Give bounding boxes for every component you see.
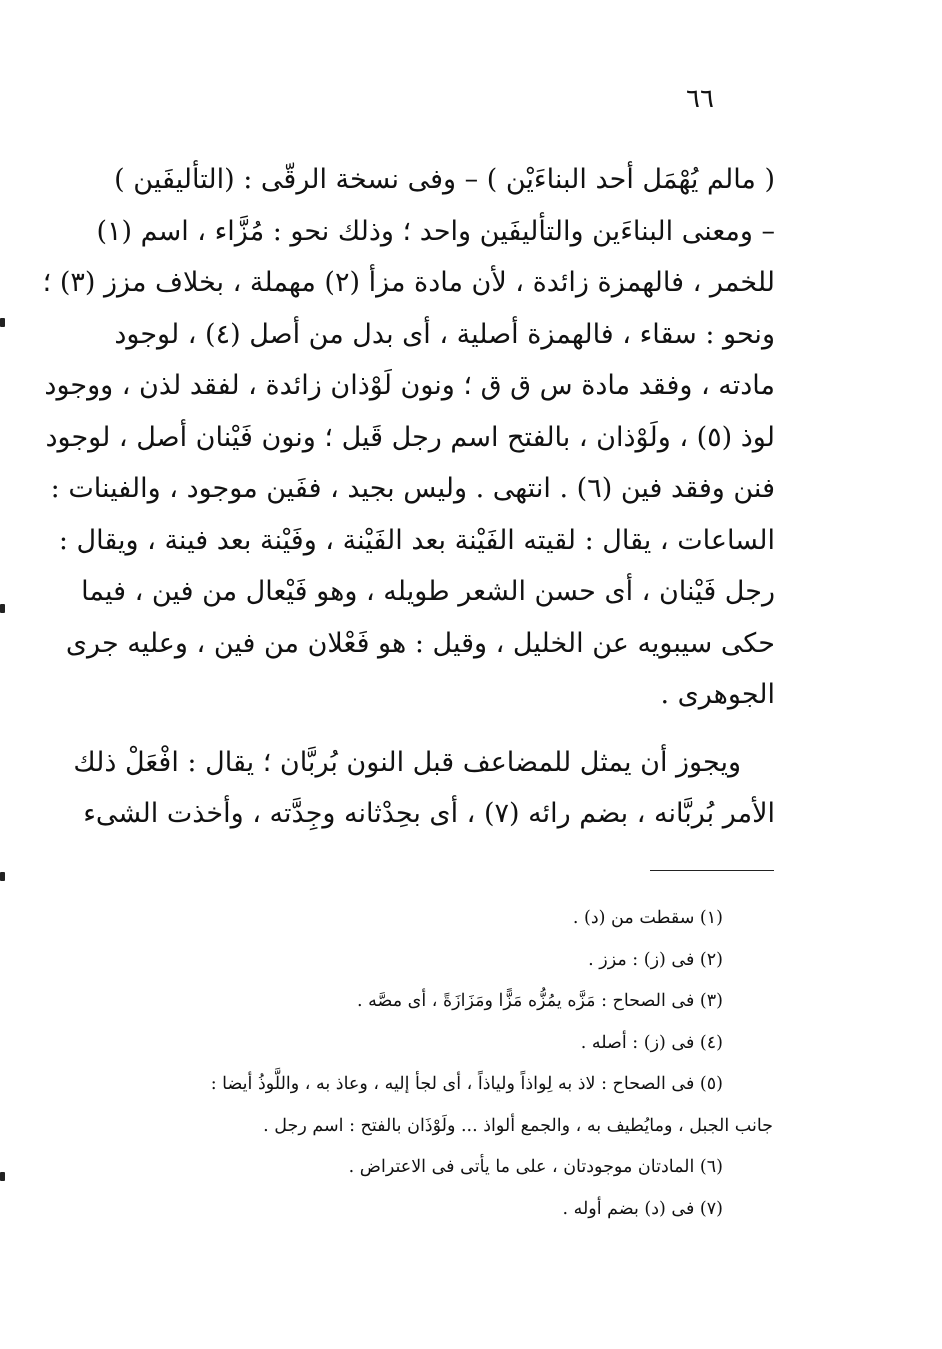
text-line: الجوهرى . [660, 679, 775, 710]
footnotes [128, 898, 773, 1230]
text-line: لوذ (٥) ، ولَوْذان ، بالفتح اسم رجل قَيل ؛ ونون فَيْنان أصل ، لوجود [45, 421, 775, 453]
text-line: الأمر بُربَّانه ، بضم رائه (٧) ، أى بحِدْثانه وجِدَّته ، وأخذت الشىء [83, 798, 775, 829]
main-text [42, 154, 775, 840]
text-line: – ومعنى البناءَين والتأليفَين واحد ؛ وذلك نحو : مُزَّاء ، اسم (١) [96, 215, 775, 247]
footnote: (٢) فى (ز) : مزز . [588, 949, 723, 970]
scan-edge-mark [0, 1172, 5, 1181]
text-line: الساعات ، يقال : لقيته الفَيْنة بعد الفَيْنة ، وفَيْنة بعد فينة ، ويقال : [58, 524, 775, 556]
text-line: حكى سيبويه عن الخليل ، وقيل : هو فَعْلان من فين ، وعليه جرى [65, 627, 775, 659]
text-line: مادته ، وفقد مادة س ق ق ؛ ونون لَوْذان زائدة ، لفقد لذن ، ووجود [44, 370, 775, 401]
footnote: (٦) المادتان موجودتان ، على ما يأتى فى الاعتراض . [348, 1157, 723, 1177]
text-line: للخمر ، فالهمزة زائدة ، لأن مادة مزأ (٢) مهملة ، بخلاف مزز (٣) ؛ [42, 267, 775, 298]
footnote: (٤) فى (ز) : أصله . [580, 1032, 723, 1053]
footnote: (٧) فى (د) بضم أوله . [562, 1198, 723, 1219]
footnote: (٥) فى الصحاح : لاذ به لِواذاً ولياذاً ، أى لجأ إليه ، وعاذ به ، واللَّوذُ أيضا : [210, 1074, 723, 1094]
text-line: ( مالم يُهْمَل أحد البناءَيْن ) – وفى نسخة الرقّى : (التأليفَين ) [114, 164, 775, 195]
scan-edge-mark [0, 872, 5, 881]
text-line: فنن وفقد فين (٦) . انتهى . وليس بجيد ، ففَين موجود ، والفينات : [50, 473, 775, 504]
page-number: ٦٦ [686, 84, 714, 114]
text-line: ويجوز أن يمثل للمضاعف قبل النون بُربَّان ؛ يقال : افْعَلْ ذلك [73, 746, 741, 778]
text-line: رجل فَيْنان ، أى حسن الشعر طويله ، وهو فَيْعال من فين ، فيما [81, 576, 775, 607]
footnote: (١) سقطت من (د) . [572, 908, 723, 928]
footnote-separator [650, 870, 774, 871]
scan-edge-mark [0, 604, 5, 613]
text-line: ونحو : سقاء ، فالهمزة أصلية ، أى بدل من أصل (٤) ، لوجود [114, 318, 775, 350]
scan-edge-mark [0, 318, 5, 327]
footnote-continuation: جانب الجبل ، ومايُطيف به ، والجمع ألواذ ... ولَوْذَان بالفتح : اسم رجل . [263, 1115, 773, 1136]
footnote: (٣) فى الصحاح : مَزَّه يمُزُّه مَزًّا ومَزَازَةً ، أى مصَّه . [357, 991, 723, 1011]
paragraph-gap [130, 721, 775, 737]
